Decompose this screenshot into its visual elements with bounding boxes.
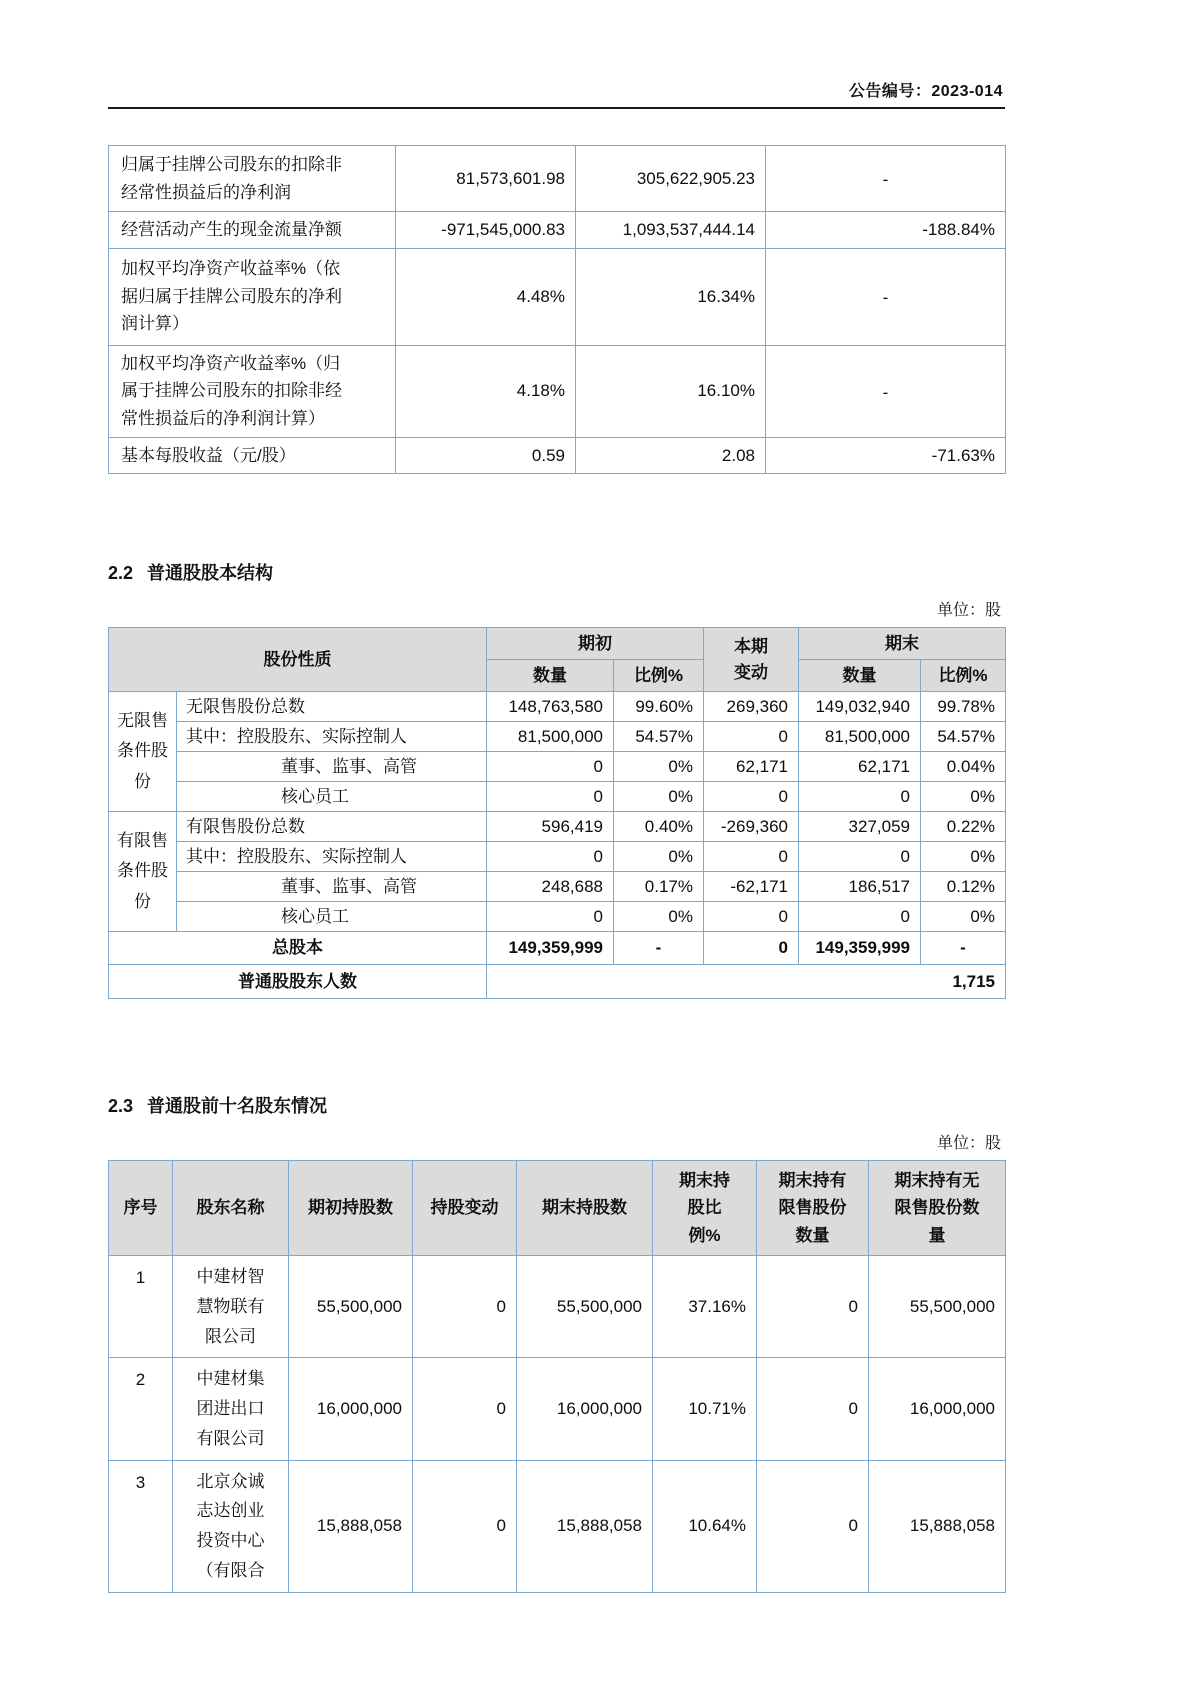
table-row (109, 872, 1006, 902)
prior-period-value: 1,093,537,444.14 (576, 212, 766, 249)
rank: 3 (109, 1460, 173, 1592)
holders-count-row (109, 965, 1006, 999)
ending-shares: 55,500,000 (517, 1256, 653, 1358)
rank: 2 (109, 1358, 173, 1460)
beginning-quantity-total: 149,359,999 (487, 932, 614, 965)
prior-period-value: 2.08 (576, 437, 766, 474)
table-row (109, 812, 1006, 842)
section-2-2-title (108, 559, 1005, 585)
beginning-quantity: 248,688 (487, 872, 614, 902)
beginning-ratio: 0.40% (614, 812, 704, 842)
ending-ratio: 99.78% (921, 692, 1006, 722)
beginning-quantity: 596,419 (487, 812, 614, 842)
unrestricted-shares: 55,500,000 (869, 1256, 1006, 1358)
beginning-shares-header: 期初持股数 (289, 1161, 413, 1256)
metric-label: 加权平均净资产收益率%（归属于挂牌公司股东的扣除非经常性损益后的净利润计算） (109, 345, 396, 437)
beginning-ratio: 0% (614, 842, 704, 872)
shareholder-row (109, 1358, 1006, 1460)
ending-shares-header: 期末持股数 (517, 1161, 653, 1256)
ending-ratio: 0% (921, 842, 1006, 872)
group-label-unrestricted: 无限售条件股份 (109, 692, 177, 812)
beginning-shares: 55,500,000 (289, 1256, 413, 1358)
restricted-shares: 0 (757, 1256, 869, 1358)
ending-ratio: 37.16% (653, 1256, 757, 1358)
current-period-value: 0.59 (396, 437, 576, 474)
period-change: 269,360 (704, 692, 799, 722)
table-row (109, 722, 1006, 752)
seq-header: 序号 (109, 1161, 173, 1256)
row-label: 核心员工 (177, 902, 487, 932)
beginning-quantity: 0 (487, 752, 614, 782)
ending-quantity: 327,059 (799, 812, 921, 842)
beginning-ratio: 0% (614, 782, 704, 812)
restricted-shares: 0 (757, 1460, 869, 1592)
period-change: 0 (704, 722, 799, 752)
beginning-ratio: 54.57% (614, 722, 704, 752)
ratio-header: 比例% (614, 660, 704, 692)
holders-count-value: 1,715 (487, 965, 1006, 999)
row-label: 有限售股份总数 (177, 812, 487, 842)
table-row (109, 212, 1006, 249)
ending-header: 期末 (799, 628, 1006, 660)
page-content (108, 0, 1005, 1593)
period-change-total: 0 (704, 932, 799, 965)
period-change: 0 (704, 782, 799, 812)
beginning-ratio: 0% (614, 902, 704, 932)
beginning-quantity: 0 (487, 782, 614, 812)
metric-label: 归属于挂牌公司股东的扣除非经常性损益后的净利润 (109, 146, 396, 212)
unrestricted-shares: 15,888,058 (869, 1460, 1006, 1592)
shares-change-header: 持股变动 (413, 1161, 517, 1256)
ending-shares: 15,888,058 (517, 1460, 653, 1592)
ending-quantity-total: 149,359,999 (799, 932, 921, 965)
prior-period-value: 16.34% (576, 248, 766, 345)
shareholder-row (109, 1256, 1006, 1358)
section-number: 2.2 (108, 563, 134, 584)
financial-summary-table (108, 145, 1006, 474)
ratio-header: 比例% (921, 660, 1006, 692)
section-title-text: 普通股股本结构 (147, 563, 274, 584)
beginning-quantity: 0 (487, 902, 614, 932)
header-row (109, 628, 1006, 660)
total-row (109, 932, 1006, 965)
shareholder-row (109, 1460, 1006, 1592)
beginning-ratio: 0.17% (614, 872, 704, 902)
metric-label: 基本每股收益（元/股） (109, 437, 396, 474)
group-label-restricted: 有限售条件股份 (109, 812, 177, 932)
beginning-ratio: 99.60% (614, 692, 704, 722)
metric-label: 经营活动产生的现金流量净额 (109, 212, 396, 249)
ending-quantity: 0 (799, 842, 921, 872)
ending-ratio-header: 期末持股比例% (653, 1161, 757, 1256)
row-label: 董事、监事、高管 (177, 752, 487, 782)
table-row (109, 842, 1006, 872)
shareholder-name-header: 股东名称 (173, 1161, 289, 1256)
change-value: - (766, 345, 1006, 437)
ending-quantity: 0 (799, 902, 921, 932)
section-2-3-title (108, 1092, 1005, 1118)
holders-count-label: 普通股股东人数 (109, 965, 487, 999)
current-period-value: 81,573,601.98 (396, 146, 576, 212)
ending-ratio: 0.12% (921, 872, 1006, 902)
ending-quantity: 62,171 (799, 752, 921, 782)
unit-label: 单位：股 (936, 602, 1001, 620)
quantity-header: 数量 (799, 660, 921, 692)
beginning-header: 期初 (487, 628, 704, 660)
unit-label: 单位：股 (936, 1135, 1001, 1153)
ending-ratio: 0.04% (921, 752, 1006, 782)
header-rule (108, 107, 1005, 109)
header-row (109, 1161, 1006, 1256)
period-change: 0 (704, 902, 799, 932)
page-header (108, 0, 1005, 109)
change-value: - (766, 146, 1006, 212)
period-change: -62,171 (704, 872, 799, 902)
period-change: 0 (704, 842, 799, 872)
shares-change: 0 (413, 1460, 517, 1592)
table-row (109, 902, 1006, 932)
change-value: - (766, 248, 1006, 345)
ending-quantity: 0 (799, 782, 921, 812)
period-change: 62,171 (704, 752, 799, 782)
row-label: 核心员工 (177, 782, 487, 812)
table-row (109, 437, 1006, 474)
ending-ratio: 0% (921, 902, 1006, 932)
prior-period-value: 16.10% (576, 345, 766, 437)
beginning-shares: 15,888,058 (289, 1460, 413, 1592)
beginning-quantity: 0 (487, 842, 614, 872)
beginning-ratio-total: - (614, 932, 704, 965)
prior-period-value: 305,622,905.23 (576, 146, 766, 212)
restricted-shares: 0 (757, 1358, 869, 1460)
section-title-text: 普通股前十名股东情况 (147, 1096, 328, 1117)
change-value: -71.63% (766, 437, 1006, 474)
table-row (109, 782, 1006, 812)
announcement-number: 公告编号：2023-014 (848, 83, 1003, 100)
unrestricted-shares: 16,000,000 (869, 1358, 1006, 1460)
beginning-shares: 16,000,000 (289, 1358, 413, 1460)
shares-change: 0 (413, 1358, 517, 1460)
table-row (109, 692, 1006, 722)
current-change-header: 本期变动 (704, 628, 799, 692)
restricted-shares-header: 期末持有限售股份数量 (757, 1161, 869, 1256)
ending-ratio: 10.71% (653, 1358, 757, 1460)
row-label: 其中：控股股东、实际控制人 (177, 722, 487, 752)
shareholder-name: 中建材集团进出口有限公司 (173, 1358, 289, 1460)
ending-shares: 16,000,000 (517, 1358, 653, 1460)
section-number: 2.3 (108, 1096, 134, 1117)
unrestricted-shares-header: 期末持有无限售股份数量 (869, 1161, 1006, 1256)
rank: 1 (109, 1256, 173, 1358)
shares-change: 0 (413, 1256, 517, 1358)
ending-ratio: 0.22% (921, 812, 1006, 842)
share-nature-header: 股份性质 (109, 628, 487, 692)
beginning-ratio: 0% (614, 752, 704, 782)
table-row (109, 345, 1006, 437)
row-label: 无限售股份总数 (177, 692, 487, 722)
ending-quantity: 149,032,940 (799, 692, 921, 722)
metric-label: 加权平均净资产收益率%（依据归属于挂牌公司股东的净利润计算） (109, 248, 396, 345)
row-label: 董事、监事、高管 (177, 872, 487, 902)
ending-ratio: 54.57% (921, 722, 1006, 752)
current-period-value: 4.18% (396, 345, 576, 437)
ending-quantity: 81,500,000 (799, 722, 921, 752)
ending-ratio: 10.64% (653, 1460, 757, 1592)
change-value: -188.84% (766, 212, 1006, 249)
top-shareholders-table (108, 1160, 1006, 1593)
beginning-quantity: 81,500,000 (487, 722, 614, 752)
period-change: -269,360 (704, 812, 799, 842)
current-period-value: 4.48% (396, 248, 576, 345)
beginning-quantity: 148,763,580 (487, 692, 614, 722)
current-period-value: -971,545,000.83 (396, 212, 576, 249)
ending-quantity: 186,517 (799, 872, 921, 902)
ending-ratio-total: - (921, 932, 1006, 965)
shareholder-name: 中建材智慧物联有限公司 (173, 1256, 289, 1358)
table-row (109, 146, 1006, 212)
share-structure-table (108, 627, 1006, 999)
row-label: 其中：控股股东、实际控制人 (177, 842, 487, 872)
shareholder-name: 北京众诚志达创业投资中心（有限合 (173, 1460, 289, 1592)
table-row (109, 752, 1006, 782)
quantity-header: 数量 (487, 660, 614, 692)
total-label: 总股本 (109, 932, 487, 965)
ending-ratio: 0% (921, 782, 1006, 812)
table-row (109, 248, 1006, 345)
